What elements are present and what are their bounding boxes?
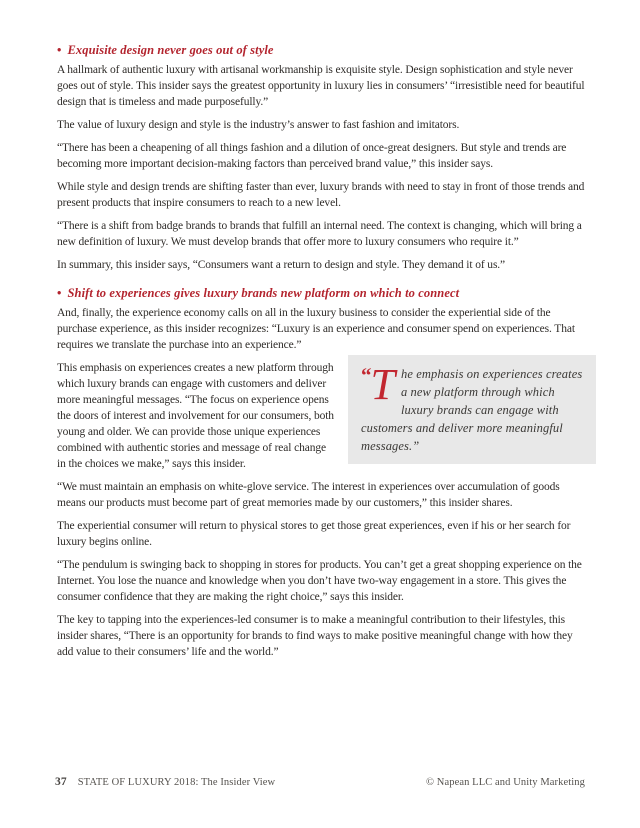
section-heading-text: Shift to experiences gives luxury brands new platform on which to connect <box>67 286 460 300</box>
paragraph: “We must maintain an emphasis on white-glove service. The interest in experiences over accumulation of goods means our products must become part of great memories made by our customers,” this insider shares. <box>57 481 560 509</box>
copyright-notice: © Napean LLC and Unity Marketing <box>425 777 585 788</box>
page-footer <box>55 776 585 788</box>
paragraph: While style and design trends are shifting faster than ever, luxury brands with need to stay in front of those trends and present products that inspire consumers to reach to a new level. <box>57 181 585 209</box>
footer-left <box>55 776 275 788</box>
open-quote-mark-icon: “ <box>361 363 371 387</box>
paragraph: “There is a shift from badge brands to brands that fulfill an internal need. The context is changing, which will bring a new definition of luxury. We must develop brands that offer more to luxury consumers who require it.” <box>57 220 582 248</box>
paragraph: The key to tapping into the experiences-led consumer is to make a meaningful contribution to their lifestyles, this insider shares, “There is an opportunity for brands to find ways to make positive meaningful change with how they add value to their consumers’ life and the world.” <box>57 614 573 658</box>
paragraph: “There has been a cheapening of all things fashion and a dilution of once-great designers. But style and trends are becoming more important decision-making factors than perceived brand value,” this insider says. <box>57 142 567 170</box>
pull-quote-text: he emphasis on experiences creates a new platform through which luxury brands can engage with customers and deliver more meaningful messages.” <box>361 367 583 453</box>
page-content <box>57 43 585 667</box>
paragraph: “The pendulum is swinging back to shopping in stores for products. You can’t get a great shopping experience on the Internet. You lose the nuance and knowledge when you don’t have two-way engagement in a store. This gives the consumer confidence that they are making the right choice,” says this insider. <box>57 559 582 603</box>
paragraph-wrapping-quote: This emphasis on experiences creates a new platform through which luxury brands can engage with customers and deliver more meaningful messages. “The focus on experience opens the doors of interest and involvement for our consumers, both young and older. We can provide those unique experiences combined with authentic stories and message of real change in the choices we make,” says this insider. <box>57 362 334 470</box>
paragraph: The experiential consumer will return to physical stores to get those great experiences, even if his or her search for luxury begins online. <box>57 520 571 548</box>
paragraph: The value of luxury design and style is the industry’s answer to fast fashion and imitators. <box>57 119 460 131</box>
paragraph: A hallmark of authentic luxury with artisanal workmanship is exquisite style. Design sophistication and style never goes out of style. This insider says the greatest opportunity in luxury lies in consumers’ “irresistible need for beautiful design that is timeless and made purposefully.” <box>57 64 585 108</box>
pull-quote-lead <box>361 360 395 409</box>
bullet-icon: • <box>57 286 62 300</box>
bullet-icon: • <box>57 43 62 57</box>
section-heading <box>57 286 585 301</box>
paragraph: In summary, this insider says, “Consumers want a return to design and style. They demand it of us.” <box>57 259 506 271</box>
section-heading <box>57 43 585 58</box>
document-title: STATE OF LUXURY 2018: The Insider View <box>77 777 276 788</box>
drop-cap: T <box>370 360 395 409</box>
section-heading-text: Exquisite design never goes out of style <box>67 43 274 57</box>
pull-quote-box <box>348 355 596 464</box>
section-shift-to-experiences <box>57 286 585 660</box>
section-exquisite-design <box>57 43 585 273</box>
paragraph: And, finally, the experience economy calls on all in the luxury business to consider the experiential side of the purchase experience, as this insider recognizes: “Luxury is an experience and consumer spend on experiences. That requires we translate the purchase into an experience.” <box>57 307 575 351</box>
page-number: 37 <box>55 776 67 788</box>
